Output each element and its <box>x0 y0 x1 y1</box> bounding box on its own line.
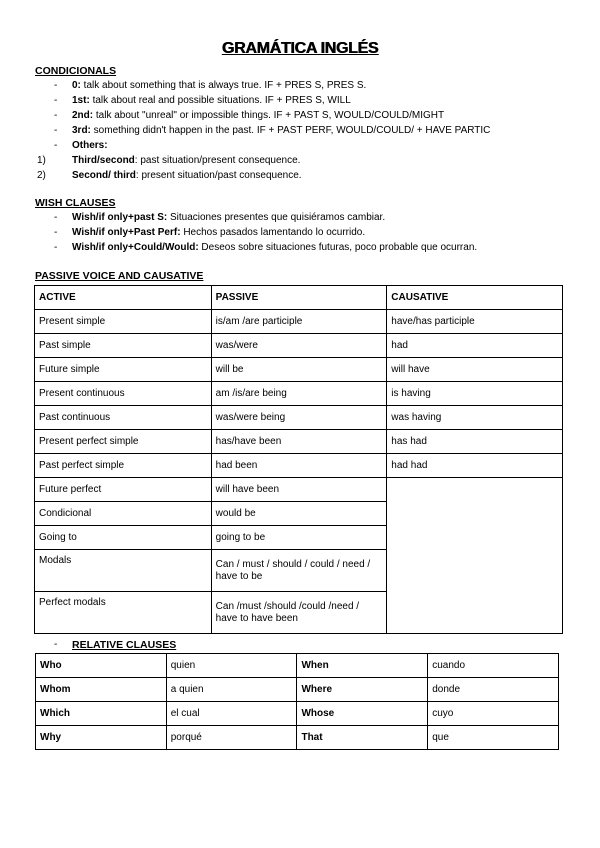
item-key: Wish/if only+Could/Would: <box>72 242 199 253</box>
item-key: Third/second <box>72 155 135 166</box>
translation-cell: cuando <box>428 654 559 678</box>
list-marker: - <box>54 227 58 238</box>
causative-cell: had had <box>387 454 563 478</box>
relative-heading: RELATIVE CLAUSES <box>72 639 177 651</box>
table-row <box>35 382 563 406</box>
table-row <box>35 454 563 478</box>
item-key: Others: <box>72 140 108 151</box>
list-marker: - <box>54 80 58 91</box>
relative-table <box>35 653 559 750</box>
causative-cell: has had <box>387 430 563 454</box>
translation-cell: cuyo <box>428 702 559 726</box>
table-row <box>36 702 559 726</box>
header-cell: CAUSATIVE <box>387 286 563 310</box>
table-row <box>36 654 559 678</box>
list-marker: - <box>54 110 58 121</box>
pronoun-cell: Where <box>297 678 428 702</box>
table-header-row <box>35 286 563 310</box>
page-title: GRAMÁTICA INGLÉS <box>221 40 379 57</box>
item-text: Situaciones presentes que quisiéramos cambiar. <box>167 212 386 223</box>
item-key: Wish/if only+past S: <box>72 212 168 223</box>
item-key: 3rd: <box>72 125 91 136</box>
table-row <box>35 358 563 382</box>
item-text: Hechos pasados lamentando lo ocurrido. <box>180 227 366 238</box>
table-row <box>35 406 563 430</box>
active-cell: Past simple <box>35 334 212 358</box>
list-marker: 1) <box>37 155 46 166</box>
item-key: Second/ third <box>72 170 136 181</box>
pronoun-cell: When <box>297 654 428 678</box>
list-marker: - <box>54 140 58 151</box>
active-cell: Present perfect simple <box>35 430 212 454</box>
passive-cell: will have been <box>211 478 387 502</box>
table-row <box>35 478 563 502</box>
conditionals-heading: CONDICIONALS <box>35 65 117 77</box>
list-marker: - <box>54 242 58 253</box>
list-marker: - <box>54 212 58 223</box>
item-text: Deseos sobre situaciones futuras, poco probable que ocurran. <box>198 242 478 253</box>
active-cell: Present simple <box>35 310 212 334</box>
list-marker: 2) <box>37 170 46 181</box>
causative-cell: will have <box>387 358 563 382</box>
table-row <box>36 678 559 702</box>
active-cell: Going to <box>35 526 212 550</box>
translation-cell: donde <box>428 678 559 702</box>
pronoun-cell: Why <box>36 726 167 750</box>
pronoun-cell: Whom <box>36 678 167 702</box>
item-text: something didn't happen in the past. IF + PAST PERF, WOULD/COULD/ + HAVE PARTIC <box>90 125 491 136</box>
active-cell: Present continuous <box>35 382 212 406</box>
table-row <box>35 334 563 358</box>
wish-heading: WISH CLAUSES <box>35 197 116 209</box>
item-key: Wish/if only+Past Perf: <box>72 227 181 238</box>
item-text: : present situation/past consequence. <box>135 170 302 181</box>
pronoun-cell: That <box>297 726 428 750</box>
active-cell: Future perfect <box>35 478 212 502</box>
table-row <box>36 726 559 750</box>
causative-cell: have/has participle <box>387 310 563 334</box>
item-text: talk about something that is always true. IF + PRES S, PRES S. <box>80 80 367 91</box>
causative-cell: is having <box>387 382 563 406</box>
header-cell: PASSIVE <box>211 286 387 310</box>
active-cell: Condicional <box>35 502 212 526</box>
item-text: talk about "unreal" or impossible things. IF + PAST S, WOULD/COULD/MIGHT <box>93 110 445 121</box>
active-cell: Past perfect simple <box>35 454 212 478</box>
pronoun-cell: Which <box>36 702 167 726</box>
active-cell: Perfect modals <box>35 592 212 634</box>
passive-cell: was/were <box>211 334 387 358</box>
list-marker: - <box>54 95 58 106</box>
active-cell: Future simple <box>35 358 212 382</box>
passive-cell: will be <box>211 358 387 382</box>
passive-cell: has/have been <box>211 430 387 454</box>
passive-cell: Can /must /should /could /need / have to have been <box>211 592 387 634</box>
list-marker: - <box>54 639 58 650</box>
translation-cell: que <box>428 726 559 750</box>
translation-cell: a quien <box>166 678 297 702</box>
passive-cell: was/were being <box>211 406 387 430</box>
item-key: 1st: <box>72 95 90 106</box>
item-text: : past situation/present consequence. <box>134 155 301 166</box>
item-key: 2nd: <box>72 110 94 121</box>
item-key: 0: <box>72 80 81 91</box>
passive-heading: PASSIVE VOICE AND CAUSATIVE <box>35 270 204 282</box>
item-text: talk about real and possible situations. IF + PRES S, WILL <box>89 95 351 106</box>
passive-cell: Can / must / should / could / need / have to be <box>211 550 387 592</box>
passive-cell: am /is/are being <box>211 382 387 406</box>
active-cell: Past continuous <box>35 406 212 430</box>
translation-cell: quien <box>166 654 297 678</box>
pronoun-cell: Who <box>36 654 167 678</box>
causative-empty-cell <box>387 478 563 634</box>
causative-cell: was having <box>387 406 563 430</box>
table-row <box>35 310 563 334</box>
passive-cell: is/am /are participle <box>211 310 387 334</box>
passive-cell: would be <box>211 502 387 526</box>
passive-cell: had been <box>211 454 387 478</box>
table-row <box>35 430 563 454</box>
translation-cell: el cual <box>166 702 297 726</box>
passive-cell: going to be <box>211 526 387 550</box>
list-marker: - <box>54 125 58 136</box>
translation-cell: porqué <box>166 726 297 750</box>
active-cell: Modals <box>35 550 212 592</box>
pronoun-cell: Whose <box>297 702 428 726</box>
causative-cell: had <box>387 334 563 358</box>
passive-table <box>34 285 563 634</box>
header-cell: ACTIVE <box>35 286 212 310</box>
